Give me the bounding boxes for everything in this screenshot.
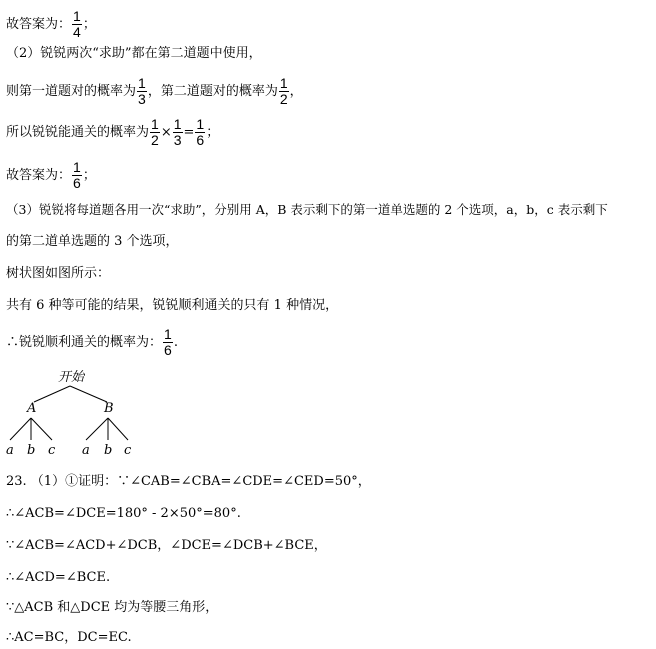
fraction-den: 6 xyxy=(73,175,81,191)
answer-line-1 xyxy=(6,9,96,40)
fraction-den: 3 xyxy=(173,132,182,148)
fraction-den: 4 xyxy=(73,24,81,40)
fraction-1-2 xyxy=(279,76,289,107)
fraction-1-2 xyxy=(150,117,160,148)
fraction-den: 2 xyxy=(151,132,159,148)
punct: ； xyxy=(82,168,96,183)
fraction-num: 1 xyxy=(196,116,205,132)
tree-leaf-a-2: a xyxy=(82,443,90,458)
tree-diagram xyxy=(0,366,140,462)
tree-node-A: A xyxy=(27,401,37,416)
fraction-den: 3 xyxy=(138,91,146,107)
tree-leaf-b-2: b xyxy=(104,443,113,458)
q23-sides-equal: ∴AC=BC，DC=EC. xyxy=(6,630,132,645)
answer-label: 故答案为： xyxy=(6,168,72,183)
tree-caption: 树状图如图所示： xyxy=(6,266,111,281)
punct: . xyxy=(173,335,178,350)
outcome-count: 共有 6 种等可能的结果，锐锐顺利通关的只有 1 种情况， xyxy=(6,298,339,313)
fraction-1-4 xyxy=(72,9,82,40)
fraction-1-6 xyxy=(163,327,173,358)
tree-leaf-b-1: b xyxy=(27,443,36,458)
fraction-1-6 xyxy=(72,160,82,191)
tree-node-B: B xyxy=(104,401,114,416)
punct: ； xyxy=(206,125,220,140)
fraction-num: 1 xyxy=(73,159,81,175)
fraction-num: 1 xyxy=(73,8,81,24)
fraction-num: 1 xyxy=(138,75,146,91)
tree-leaf-a-1: a xyxy=(6,443,14,458)
q23-angle-equal: ∴∠ACD=∠BCE. xyxy=(6,570,111,585)
punct: ； xyxy=(82,17,96,32)
text-segment: ∴锐锐顺利通关的概率为： xyxy=(6,335,163,350)
times-sign: × xyxy=(160,125,172,140)
part-3-intro-cont: 的第二道单选题的 3 个选项， xyxy=(6,234,179,249)
answer-line-2 xyxy=(6,160,96,191)
equals-sign: = xyxy=(183,125,195,140)
part-2-probabilities xyxy=(6,76,303,107)
tree-leaf-c-1: c xyxy=(48,443,56,458)
fraction-num: 1 xyxy=(164,326,172,342)
fraction-den: 6 xyxy=(196,132,205,148)
punct: ， xyxy=(289,84,303,99)
tree-root: 开始 xyxy=(58,370,85,385)
q23-angle-sum: ∵∠ACB=∠ACD+∠DCB，∠DCE=∠DCB+∠BCE， xyxy=(6,538,327,553)
fraction-num: 1 xyxy=(151,116,159,132)
part-2-intro: （2）锐锐两次“求助”都在第二道题中使用， xyxy=(6,46,262,61)
answer-label: 故答案为： xyxy=(6,17,72,32)
fraction-1-3 xyxy=(137,76,147,107)
text-segment: 所以锐锐能通关的概率为 xyxy=(6,125,150,140)
final-probability xyxy=(6,327,178,358)
q23-proof-start: 23. （1）①证明：∵∠CAB=∠CBA=∠CDE=∠CED=50°， xyxy=(6,474,371,489)
q23-isosceles: ∵△ACB 和△DCE 均为等腰三角形， xyxy=(6,600,219,615)
part-2-product xyxy=(6,117,219,148)
text-segment: 则第一道题对的概率为 xyxy=(6,84,137,99)
fraction-1-3 xyxy=(173,117,183,148)
fraction-1-6 xyxy=(195,117,205,148)
part-3-intro: （3）锐锐将每道题各用一次“求助”，分别用 A，B 表示剩下的第一道单选题的 2 个选项，a，b，c 表示剩下 xyxy=(6,202,608,217)
fraction-den: 6 xyxy=(164,342,172,358)
fraction-num: 1 xyxy=(173,116,182,132)
tree-leaf-c-2: c xyxy=(124,443,132,458)
text-segment: ，第二道题对的概率为 xyxy=(147,84,278,99)
fraction-den: 2 xyxy=(279,91,288,107)
fraction-num: 1 xyxy=(279,75,288,91)
q23-angle-acb: ∴∠ACB=∠DCE=180° - 2×50°=80°. xyxy=(6,506,241,521)
